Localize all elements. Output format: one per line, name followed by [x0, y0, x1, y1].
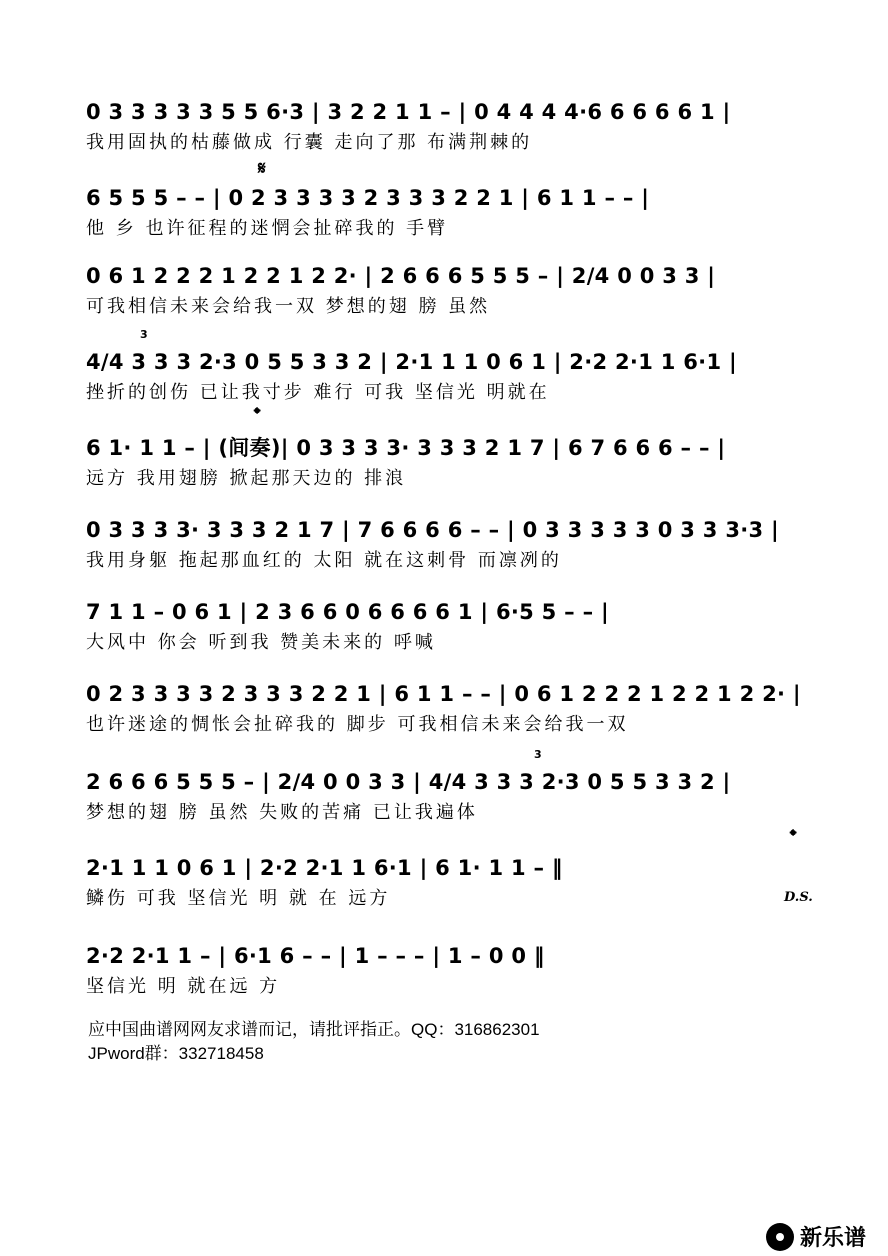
lyrics-line: 他 乡 也许征程的迷惘会扯碎我的 手臂 — [86, 218, 449, 239]
coda-icon: 𝄌 — [254, 404, 261, 425]
score-row — [86, 180, 810, 242]
score-row — [86, 938, 810, 1000]
score-row — [86, 344, 810, 406]
notes-line: 0 6 1 2 2 2 1 2 2 1 2 2· | 2 6 6 6 5 5 5 – | 2/4 0 0 3 3 | — [86, 264, 716, 288]
footer-note: 应中国曲谱网网友求谱而记，请批评指正。QQ：316862301 — [88, 1020, 540, 1039]
score-row — [86, 258, 810, 320]
lyrics-line: 挫折的创伤 已让我寸步 难行 可我 坚信光 明就在 — [86, 382, 550, 403]
notes-line: 6 1· 1 1 – | (间奏)| 0 3 3 3 3· 3 3 3 2 1 7 | 6 7 6 6 6 – – | — [86, 436, 726, 460]
segno-icon: 𝄋 — [258, 158, 266, 179]
ds-mark: D.S. — [784, 890, 813, 905]
triplet-mark: 3 — [534, 748, 542, 761]
footer-group: JPword群：332718458 — [88, 1044, 264, 1063]
coda-icon: 𝄌 — [790, 826, 797, 847]
score-row — [86, 512, 810, 574]
lyrics-line: 梦想的翅 膀 虽然 失败的苦痛 已让我遍体 — [86, 802, 478, 823]
notes-line: 7 1 1 – 0 6 1 | 2 3 6 6 0 6 6 6 6 1 | 6·5 5 – – | — [86, 600, 609, 624]
lyrics-line: 也许迷途的惆怅会扯碎我的 脚步 可我相信未来会给我一双 — [86, 714, 629, 735]
notes-line: 2·1 1 1 0 6 1 | 2·2 2·1 1 6·1 | 6 1· 1 1 – ‖ — [86, 856, 563, 880]
lyrics-line: 可我相信未来会给我一双 梦想的翅 膀 虽然 — [86, 296, 491, 317]
notes-line: 0 3 3 3 3· 3 3 3 2 1 7 | 7 6 6 6 6 – – | 0 3 3 3 3 3 0 3 3 3·3 | — [86, 518, 780, 542]
score-row — [86, 94, 810, 156]
notes-line: 2·2 2·1 1 – | 6·1 6 – – | 1 – – – | 1 – 0 0 ‖ — [86, 944, 545, 968]
score-row — [86, 764, 810, 826]
notes-line: 4/4 3 3 3 2·3 0 5 5 3 3 2 | 2·1 1 1 0 6 1 | 2·2 2·1 1 6·1 | — [86, 350, 737, 374]
score-row — [86, 430, 810, 492]
notes-line: 2 6 6 6 5 5 5 – | 2/4 0 0 3 3 | 4/4 3 3 3 2·3 0 5 5 3 3 2 | — [86, 770, 731, 794]
lyrics-line: 坚信光 明 就在远 方 — [86, 976, 281, 997]
score-row — [86, 676, 810, 738]
notes-line: 6 5 5 5 – – | 0 2 3 3 3 3 2 3 3 3 2 2 1 | 6 1 1 – – | — [86, 186, 650, 210]
lyrics-line: 大风中 你会 听到我 赞美未来的 呼喊 — [86, 632, 436, 653]
notes-line: 0 3 3 3 3 3 5 5 6·3 | 3 2 2 1 1 – | 0 4 4 4 4·6 6 6 6 6 1 | — [86, 100, 731, 124]
site-logo — [766, 1221, 866, 1252]
notes-line: 0 2 3 3 3 3 2 3 3 3 2 2 1 | 6 1 1 – – | 0 6 1 2 2 2 1 2 2 1 2 2· | — [86, 682, 801, 706]
logo-text: 新乐谱 — [800, 1226, 867, 1251]
lyrics-line: 我用身躯 拖起那血红的 太阳 就在这刺骨 而凛冽的 — [86, 550, 562, 571]
score-row — [86, 850, 810, 912]
triplet-mark: 3 — [140, 328, 148, 341]
vinyl-disc-icon — [766, 1223, 794, 1251]
score-row — [86, 594, 810, 656]
lyrics-line: 远方 我用翅膀 掀起那天边的 排浪 — [86, 468, 407, 489]
lyrics-line: 鳞伤 可我 坚信光 明 就 在 远方 — [86, 888, 391, 909]
lyrics-line: 我用固执的枯藤做成 行囊 走向了那 布满荆棘的 — [86, 132, 533, 153]
